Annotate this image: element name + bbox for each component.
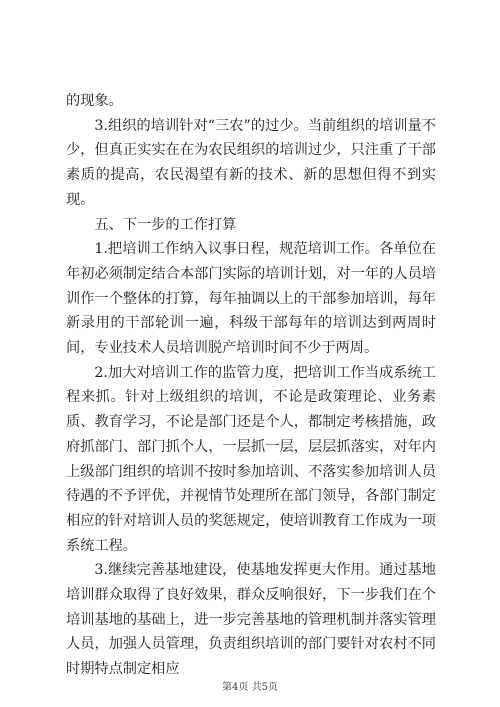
paragraph-plan-3: 3.继续完善基地建设，使基地发挥更大作用。通过基地培训群众取得了良好效果，群众反响很好，下一步我们在个培训基地的基础上，进一步完善基地的管理机制并落实管理人员，加强人员管理，负责组织培训的部门要针对农村不同时期特点制定相应 [66,562,436,678]
paragraph-point-3: 3.组织的培训针对“三农”的过少。当前组织的培训量不少，但真正实实在在为农民组织的培训过少，只注重了干部素质的提高，农民渴望有新的技术、新的思想但得不到实现。 [66,117,436,208]
page-number-footer: 第4页 共5页 [222,682,278,693]
section-heading: 五、下一步的工作打算 [94,216,237,233]
paragraph-plan-1: 1.把培训工作纳入议事日程，规范培训工作。各单位在年初必须制定结合本部门实际的培训计划，对一年的人员培训作一个整体的打算，每年抽调以上的干部参加培训，每年新录用的干部轮训一遍，科级干部每年的培训达到两周时间，专业技术人员培训脱产培训时间不少于两周。 [66,241,436,357]
paragraph-plan-2: 2.加大对培训工作的监管力度，把培训工作当成系统工程来抓。针对上级组织的培训，不论是政策理论、业务素质、教育学习，不论是部门还是个人，都制定考核措施，政府抓部门、部门抓个人，一层抓一层，层层抓落实，对年内上级部门组织的培训不按时参加培训、不落实参加培训人员待遇的不予评优，并视情节处理所在部门领导，各部门制定相应的针对培训人员的奖惩规定，使培训教育工作成为一项系统工程。 [66,364,436,554]
paragraph-continuation: 的现象。 [66,93,123,109]
document-body [66,89,436,682]
